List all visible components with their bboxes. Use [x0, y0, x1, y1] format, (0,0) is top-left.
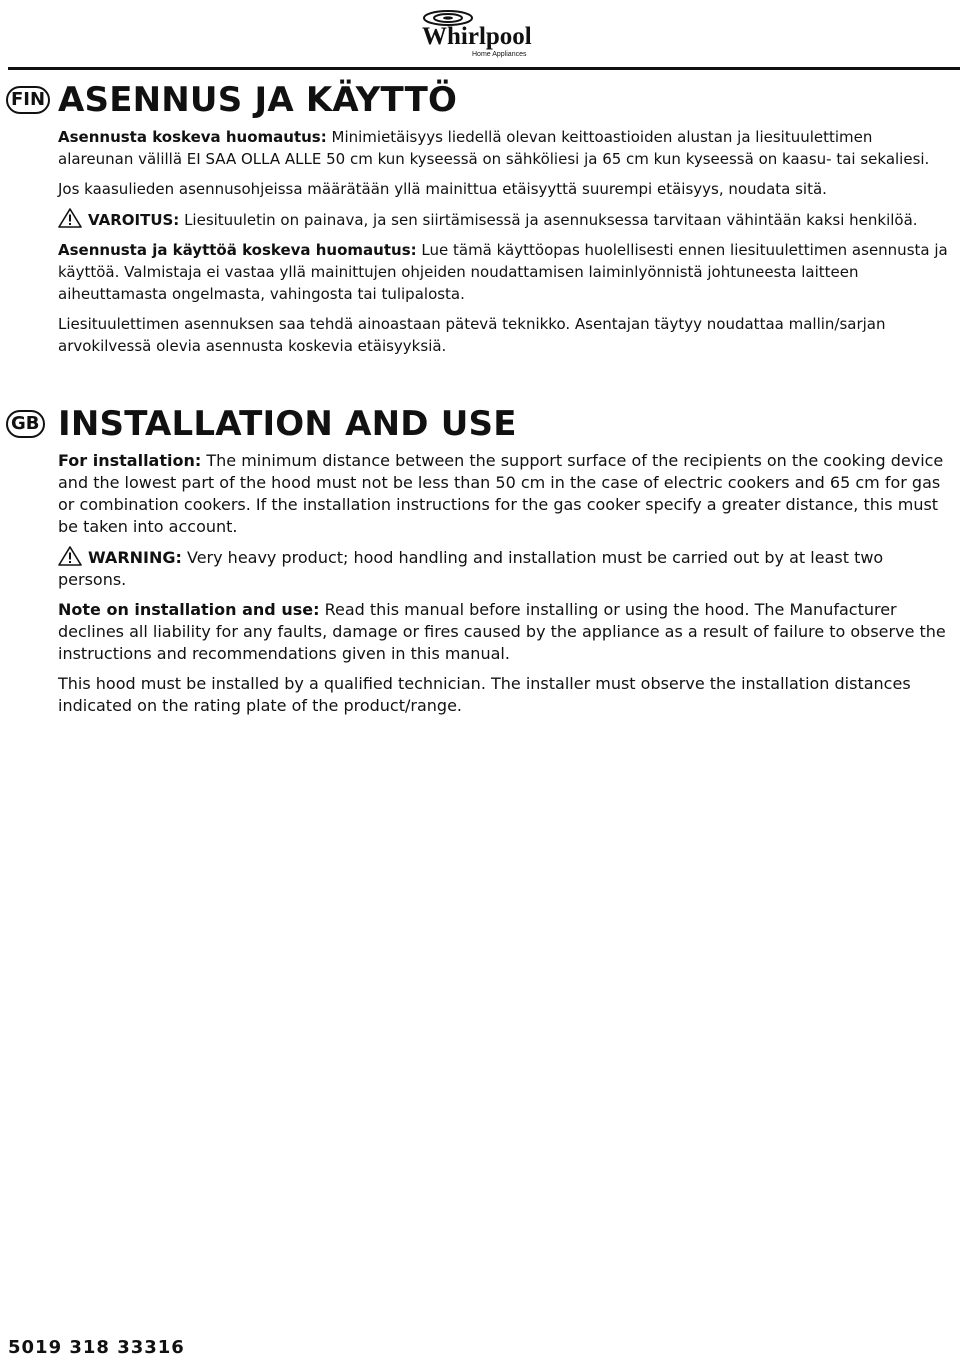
- fin-section: [6, 78, 950, 365]
- gb-use-note-text: Read this manual before installing or using the hood. The Manufacturer declines all liability for any faults, damage or fires caused by the appliance as a result of failure to observe the instructions and recommendations given in this manual.: [58, 600, 946, 663]
- whirlpool-logo: [418, 6, 534, 62]
- gb-warning-text: Very heavy product; hood handling and installation must be carried out by at least two persons.: [58, 548, 884, 589]
- gb-install-note: [58, 450, 950, 538]
- gb-use-note-label: Note on installation and use:: [58, 600, 320, 619]
- gb-title: INSTALLATION AND USE: [58, 404, 517, 444]
- warning-icon: [58, 208, 82, 228]
- gb-install-note-label: For installation:: [58, 451, 202, 470]
- header-rule: [8, 67, 960, 70]
- gb-use-note: [58, 599, 950, 665]
- fin-warning: [58, 208, 950, 231]
- gb-title-row: [6, 402, 950, 450]
- document-code: 5019 318 33316: [8, 1337, 185, 1358]
- gb-body: [58, 450, 950, 717]
- fin-use-note: [58, 239, 950, 305]
- fin-title-row: [6, 78, 950, 126]
- fin-use-note-text: Lue tämä käyttöopas huolellisesti ennen liesituulettimen asennusta ja käyttöä. Valmistaja ei vastaa yllä mainittujen ohjeiden noudattamisen laiminlyönnistä johtuneesta laitteen aiheuttamasta ongelmasta, vahingosta tai tulipalosta.: [58, 241, 948, 303]
- fin-install-note-text: Minimietäisyys liedellä olevan keittoastioiden alustan ja liesituulettimen alareunan välillä EI SAA OLLA ALLE 50 cm kun kyseessä on sähköliesi ja 65 cm kun kyseessä on kaasu- tai sekaliesi.: [58, 128, 930, 168]
- warning-icon: [58, 546, 82, 566]
- logo-tagline: Home Appliances: [472, 51, 527, 58]
- fin-body: [58, 126, 950, 357]
- fin-install-note: [58, 126, 950, 170]
- fin-warning-text: Liesituuletin on painava, ja sen siirtämisessä ja asennuksessa tarvitaan vähintään kaksi henkilöä.: [179, 211, 918, 229]
- fin-use-note-label: Asennusta ja käyttöä koskeva huomautus:: [58, 241, 417, 259]
- gb-install-note-text: The minimum distance between the support surface of the recipients on the cooking device and the lowest part of the hood must not be less than 50 cm in the case of electric cookers and 65 cm for gas or combination cookers. If the installation instructions for the gas cooker specify a greater distance, this must be taken into account.: [58, 451, 944, 536]
- gb-language-badge: GB: [6, 410, 45, 438]
- gb-technician-note: This hood must be installed by a qualified technician. The installer must observe the installation distances indicated on the rating plate of the product/range.: [58, 674, 911, 715]
- gb-warning: [58, 546, 950, 591]
- fin-technician-note: Liesituulettimen asennuksen saa tehdä ainoastaan pätevä teknikko. Asentajan täytyy noudattaa mallin/sarjan arvokilvessä olevia asennusta koskevia etäisyyksiä.: [58, 315, 886, 355]
- fin-title: ASENNUS JA KÄYTTÖ: [58, 80, 458, 120]
- logo-wordmark: Whirlpool: [422, 23, 532, 50]
- fin-warning-label: VAROITUS:: [88, 211, 180, 229]
- fin-gas-note: Jos kaasulieden asennusohjeissa määrätään yllä mainittua etäisyyttä suurempi etäisyys, noudata sitä.: [58, 180, 827, 198]
- fin-install-note-label: Asennusta koskeva huomautus:: [58, 128, 327, 146]
- gb-warning-label: WARNING:: [88, 548, 182, 567]
- fin-language-badge: FIN: [6, 86, 50, 114]
- gb-section: [6, 402, 950, 725]
